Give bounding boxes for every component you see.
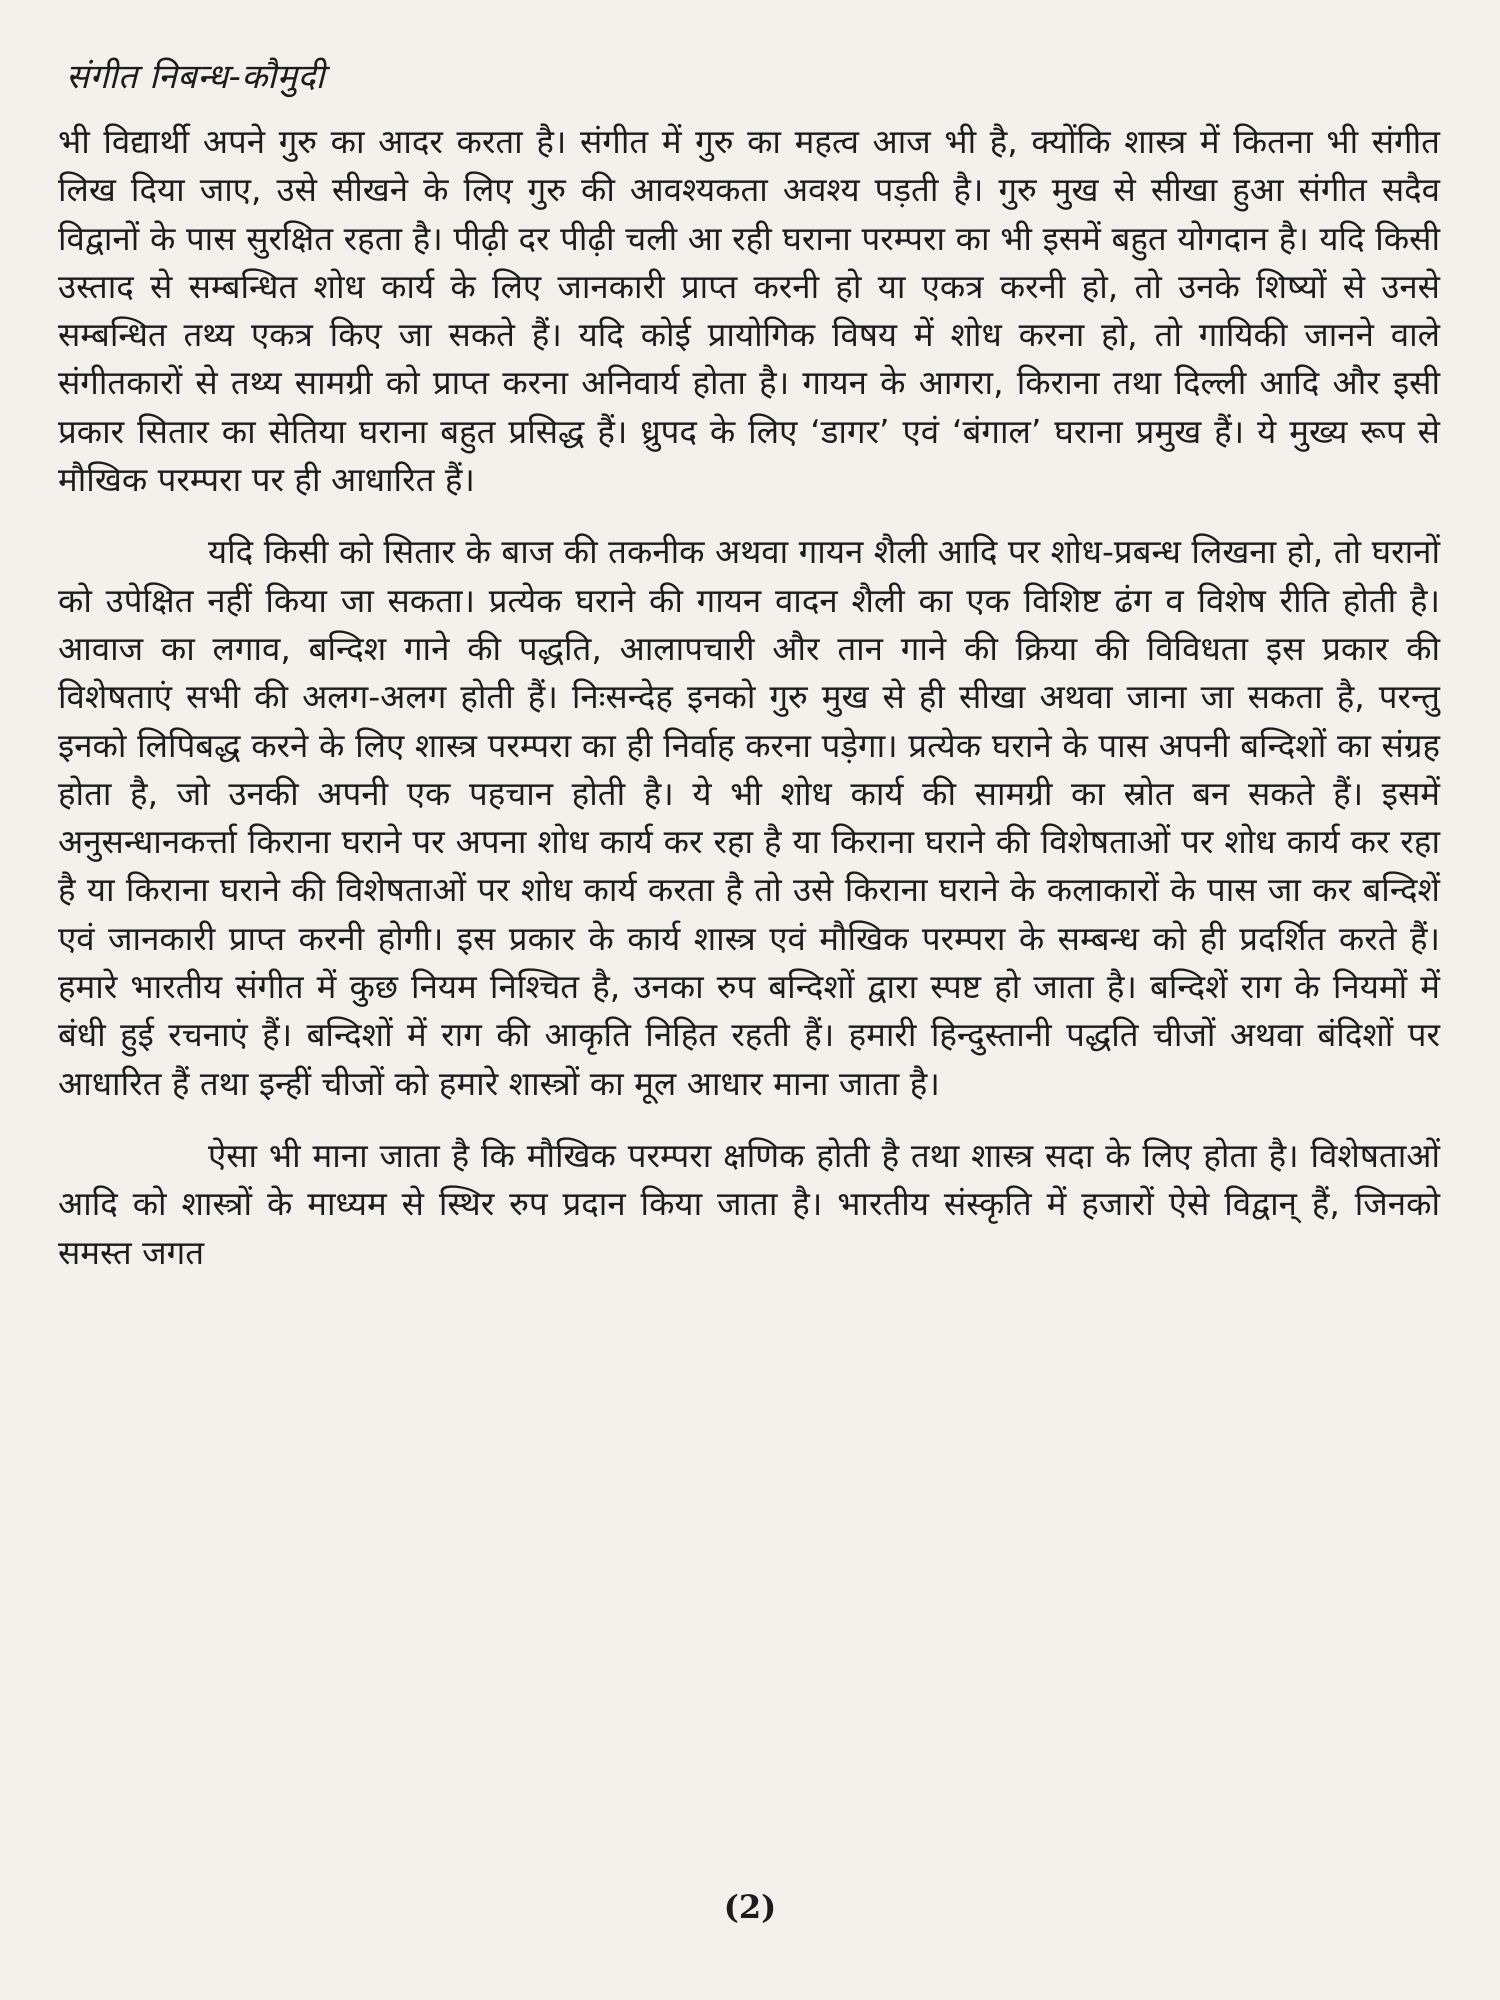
paragraph-3: ऐसा भी माना जाता है कि मौखिक परम्परा क्षणिक होती है तथा शास्त्र सदा के लिए होता है। विशेषताओं आदि को शास्त्रों के माध्यम से स्थिर रुप प्रदान किया जाता है। भारतीय संस्कृति में हजारों ऐसे विद्वान् हैं, जिनको समस्त जगत [58,1135,1440,1272]
paragraph-2: यदि किसी को सितार के बाज की तकनीक अथवा गायन शैली आदि पर शोध-प्रबन्ध लिखना हो, तो घरानों को उपेक्षित नहीं किया जा सकता। प्रत्येक घराने की गायन वादन शैली का एक विशिष्ट ढंग व विशेष रीति होती है। आवाज का लगाव, बन्दिश गाने की पद्धति, आलापचारी और तान गाने की क्रिया की विविधता इस प्रकार की विशेषताएं सभी की अलग-अलग होती हैं। निःसन्देह इनको गुरु मुख से ही सीखा अथवा जाना जा सकता है, परन्तु इनको लिपिबद्ध करने के लिए शास्त्र परम्परा का ही निर्वाह करना पड़ेगा। प्रत्येक घराने के पास अपनी बन्दिशों का संग्रह होता है, जो उनकी अपनी एक पहचान होती है। ये भी शोध कार्य की सामग्री का स्रोत बन सकते हैं। इसमें अनुसन्धानकर्त्ता किराना घराने पर अपना शोध कार्य कर रहा है या किराना घराने की विशेषताओं पर शोध कार्य कर रहा है या किराना घराने की विशेषताओं पर शोध कार्य करता है तो उसे किराना घराने के कलाकारों के पास जा कर बन्दिशें एवं जानकारी प्राप्त करनी होगी। इस प्रकार के कार्य शास्त्र एवं मौखिक परम्परा के सम्बन्ध को ही प्रदर्शित करते हैं। हमारे भारतीय संगीत में कुछ नियम निश्चित है, उनका रुप बन्दिशों द्वारा स्पष्ट हो जाता है। बन्दिशें राग के नियमों में बंधी हुई रचनाएं हैं। बन्दिशों में राग की आकृति निहित रहती हैं। हमारी हिन्दुस्तानी पद्धति चीजों अथवा बंदिशों पर आधारित हैं तथा इन्हीं चीजों को हमारे शास्त्रों का मूल आधार माना जाता है। [58,532,1440,1103]
body-text [58,118,1440,1277]
running-head: संगीत निबन्ध-कौमुदी [66,57,325,97]
paragraph-1: भी विद्यार्थी अपने गुरु का आदर करता है। संगीत में गुरु का महत्व आज भी है, क्योंकि शास्त्र में कितना भी संगीत लिख दिया जाए, उसे सीखने के लिए गुरु की आवश्यकता अवश्य पड़ती है। गुरु मुख से सीखा हुआ संगीत सदैव विद्वानों के पास सुरक्षित रहता है। पीढ़ी दर पीढ़ी चली आ रही घराना परम्परा का भी इसमें बहुत योगदान है। यदि किसी उस्ताद से सम्बन्धित शोध कार्य के लिए जानकारी प्राप्त करनी हो या एकत्र करनी हो, तो उनके शिष्यों से उनसे सम्बन्धित तथ्य एकत्र किए जा सकते हैं। यदि कोई प्रायोगिक विषय में शोध करना हो, तो गायिकी जानने वाले संगीतकारों से तथ्य सामग्री को प्राप्त करना अनिवार्य होता है। गायन के आगरा, किराना तथा दिल्ली आदि और इसी प्रकार सितार का सेतिया घराना बहुत प्रसिद्ध हैं। ध्रुपद के लिए ‘डागर’ एवं ‘बंगाल’ घराना प्रमुख हैं। ये मुख्य रूप से मौखिक परम्परा पर ही आधारित हैं। [58,122,1441,500]
page-number: (2) [723,1888,777,1926]
